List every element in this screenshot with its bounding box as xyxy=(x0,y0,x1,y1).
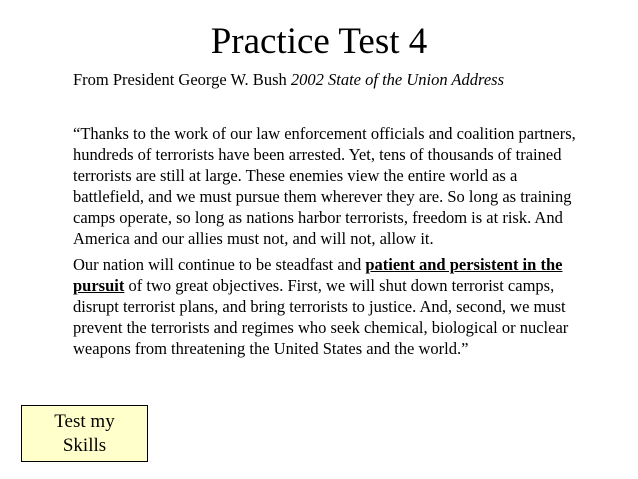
quote-paragraph-1: “Thanks to the work of our law enforcement officials and coalition partners, hundreds of terrorists have been arrested. Yet, tens of thousands of trained terrorists are still at large. These enemies view the entire world as a battlefield, and we must pursue them wherever they are. So long as training camps operate, so long as nations harbor terrorists, freedom is at risk. And America and our allies must not, and will not, allow it. xyxy=(73,124,576,248)
source-prefix: From President George W. Bush xyxy=(73,70,291,89)
emphasized-phrase: patient and persistent in the pursuit xyxy=(73,255,563,295)
test-button-line-1: Test my xyxy=(54,411,115,432)
test-button-line-2: Skills xyxy=(62,435,107,456)
source-attribution xyxy=(73,70,504,90)
slide-title: Practice Test 4 xyxy=(210,21,428,62)
quote-paragraph-2-end: of two great objectives. First, we will shut down terrorist camps, disrupt terrorist plans, and bring terrorists to justice. And, second, we must prevent the terrorists and regimes who seek chemical, biological or nuclear weapons from threatening the United States and the world.” xyxy=(73,276,569,358)
quote-paragraph-2 xyxy=(73,254,583,359)
test-my-skills-button[interactable] xyxy=(21,405,148,462)
quote-paragraph-2-start: Our nation will continue to be steadfast and xyxy=(73,255,366,274)
quote-block xyxy=(73,123,583,364)
speech-title: 2002 State of the Union Address xyxy=(290,70,504,89)
